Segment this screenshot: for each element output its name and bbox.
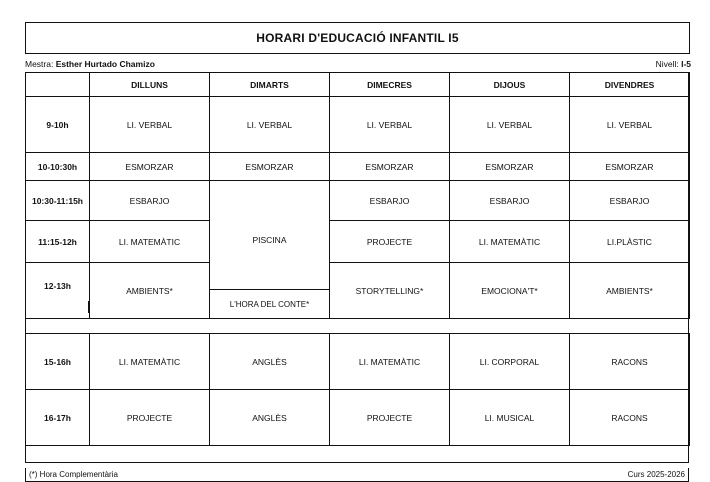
- subject-cell: RACONS: [570, 390, 690, 446]
- subject-cell: ESBARJO: [330, 181, 450, 221]
- subject-cell: LI. MUSICAL: [450, 390, 570, 446]
- schedule-row: [26, 97, 690, 153]
- schedule-row: [26, 334, 690, 390]
- corner-cell: [26, 73, 90, 97]
- subject-cell: ESMORZAR: [90, 153, 210, 181]
- time-slot: 16-17h: [26, 390, 90, 446]
- subject-cell: LI. VERBAL: [570, 97, 690, 153]
- subject-cell: LI. VERBAL: [90, 97, 210, 153]
- afternoon-schedule-table: [25, 333, 690, 446]
- time-slot: 15-16h: [26, 334, 90, 390]
- subject-cell: PROJECTE: [90, 390, 210, 446]
- schedule-row: [26, 263, 690, 319]
- level-label: Nivell:: [655, 59, 682, 69]
- subject-cell: ESBARJO: [570, 181, 690, 221]
- level-value: I-5: [681, 59, 691, 69]
- footer: [25, 468, 689, 482]
- timetable-sheet: [25, 22, 691, 479]
- subject-cell: AMBIENTS*: [570, 263, 690, 319]
- subject-cell: PROJECTE: [330, 221, 450, 263]
- subject-cell: ANGLÈS: [210, 334, 330, 390]
- subject-cell: RACONS: [570, 334, 690, 390]
- pool-label: PISCINA: [252, 235, 287, 245]
- time-slot: 11:15-12h: [26, 221, 90, 263]
- lunch-gap-divider: [88, 301, 89, 313]
- level-info: [656, 59, 691, 69]
- time-slot: 9-10h: [26, 97, 90, 153]
- time-slot: 10:30-11:15h: [26, 181, 90, 221]
- time-slot: 12-13h: [26, 263, 90, 319]
- day-header: DIMARTS: [210, 73, 330, 97]
- subject-cell: LI. MATEMÀTIC: [450, 221, 570, 263]
- teacher-name: Esther Hurtado Chamizo: [55, 59, 155, 69]
- subject-cell: AMBIENTS*: [90, 263, 210, 319]
- teacher-label: Mestra:: [25, 59, 56, 69]
- info-line: [25, 57, 691, 71]
- subject-cell: ESBARJO: [450, 181, 570, 221]
- schedule-row: [26, 181, 690, 221]
- tuesday-block-cell: [210, 181, 330, 319]
- footnote: (*) Hora Complementària: [29, 470, 118, 479]
- subject-cell: ANGLÈS: [210, 390, 330, 446]
- subject-cell: STORYTELLING*: [330, 263, 450, 319]
- day-header: DIMECRES: [330, 73, 450, 97]
- schedule-row: [26, 221, 690, 263]
- subject-cell: LI.PLÀSTIC: [570, 221, 690, 263]
- subject-cell: LI. VERBAL: [450, 97, 570, 153]
- schedule-row: [26, 390, 690, 446]
- day-header-row: [26, 73, 690, 97]
- day-header: DIJOUS: [450, 73, 570, 97]
- subject-cell: LI. MATEMÀTIC: [330, 334, 450, 390]
- subject-cell: EMOCIONA'T*: [450, 263, 570, 319]
- subject-cell: LI. MATEMÀTIC: [90, 221, 210, 263]
- subject-cell: ESMORZAR: [570, 153, 690, 181]
- time-slot: 10-10:30h: [26, 153, 90, 181]
- subject-cell: LI. MATEMÀTIC: [90, 334, 210, 390]
- schedule-row: [26, 153, 690, 181]
- subject-cell: ESMORZAR: [450, 153, 570, 181]
- subject-cell: LI. VERBAL: [210, 97, 330, 153]
- subject-cell: ESMORZAR: [330, 153, 450, 181]
- subject-cell: LI. CORPORAL: [450, 334, 570, 390]
- subject-cell: ESBARJO: [90, 181, 210, 221]
- subject-cell: PROJECTE: [330, 390, 450, 446]
- day-header: DIVENDRES: [570, 73, 690, 97]
- morning-schedule-table: [25, 72, 690, 319]
- course-year: Curs 2025-2026: [627, 470, 685, 479]
- teacher-info: [25, 59, 155, 69]
- subject-cell: ESMORZAR: [210, 153, 330, 181]
- subject-cell: LI. VERBAL: [330, 97, 450, 153]
- story-hour-label: L'HORA DEL CONTE*: [210, 289, 329, 318]
- day-header: DILLUNS: [90, 73, 210, 97]
- page-title: HORARI D'EDUCACIÓ INFANTIL I5: [25, 22, 690, 54]
